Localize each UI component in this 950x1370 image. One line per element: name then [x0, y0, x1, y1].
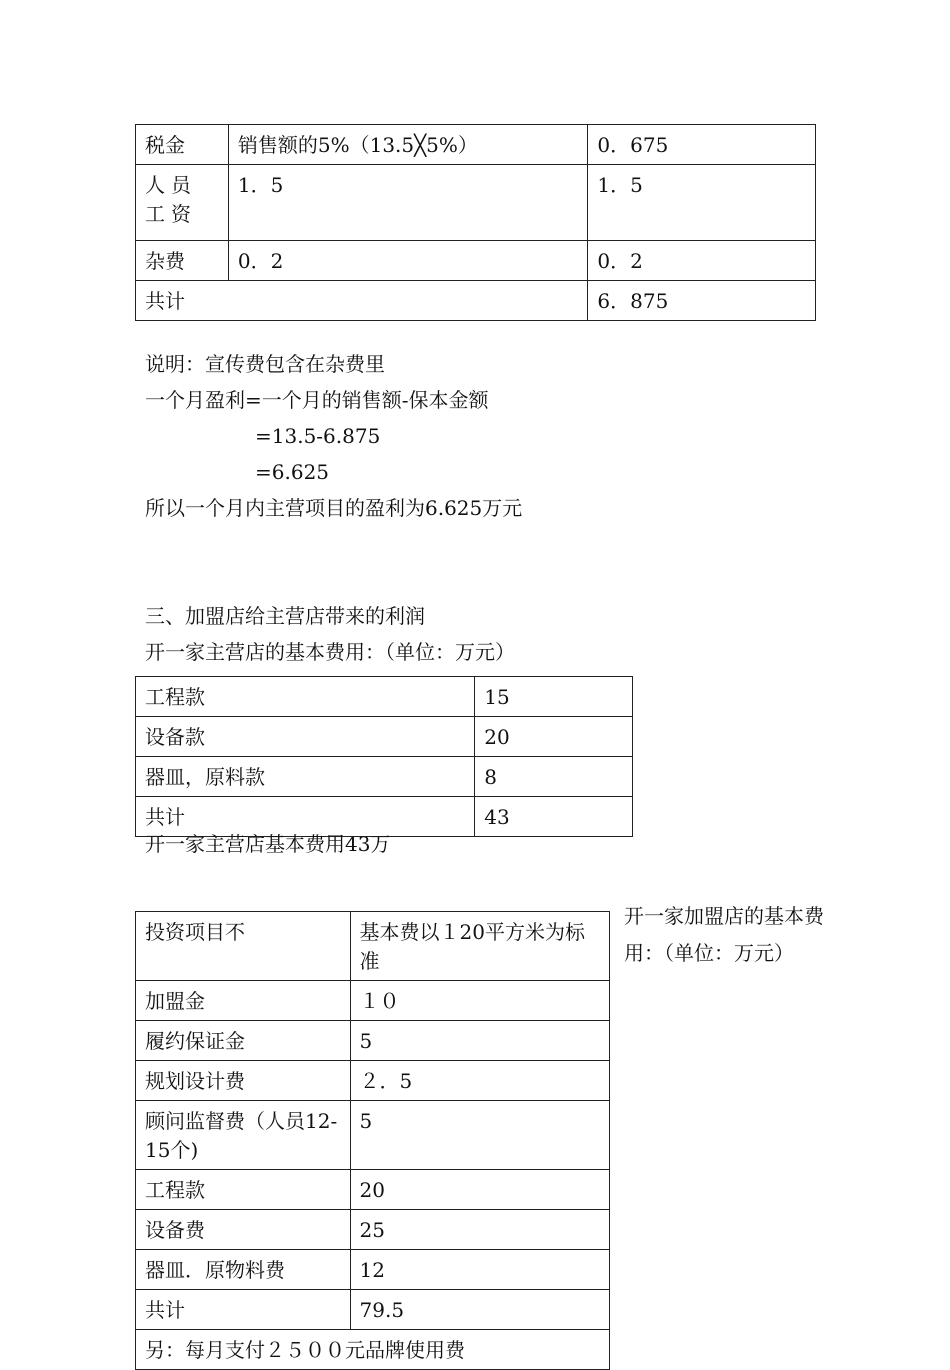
table-cell: 加盟金 — [136, 981, 351, 1021]
table-cell: 基本费以１20平方米为标准 — [350, 912, 609, 981]
table-cell: 79.5 — [350, 1290, 609, 1330]
table-cell: 履约保证金 — [136, 1021, 351, 1061]
formula-line: =6.625 — [255, 460, 330, 484]
table-cell: 杂费 — [136, 241, 229, 281]
table-cell: ２．5 — [350, 1061, 609, 1101]
table-cell: 销售额的5%（13.5╳5%） — [228, 125, 588, 165]
table-row — [136, 125, 816, 165]
table-cell: 人员工资 — [136, 165, 229, 241]
table-footer-row — [136, 1330, 610, 1370]
table-cell: 器皿，原料款 — [136, 757, 475, 797]
note-line: 一个月盈利=一个月的销售额-保本金额 — [145, 388, 489, 412]
table-cell: 设备费 — [136, 1210, 351, 1250]
formula-line: =13.5-6.875 — [255, 424, 381, 448]
table-row — [136, 677, 633, 717]
table-row — [136, 981, 610, 1021]
table-row — [136, 1210, 610, 1250]
section-subheading: 开一家主营店的基本费用：（单位：万元） — [145, 640, 515, 664]
table-cell: 共计 — [136, 1290, 351, 1330]
table-row — [136, 757, 633, 797]
table-cell: 20 — [350, 1170, 609, 1210]
table-row — [136, 717, 633, 757]
table-cell: 12 — [350, 1250, 609, 1290]
table-row — [136, 1021, 610, 1061]
table-cell: 1．5 — [228, 165, 588, 241]
table-cell: 15 — [475, 677, 633, 717]
table-cell: 税金 — [136, 125, 229, 165]
table-header-row — [136, 912, 610, 981]
table-row — [136, 1290, 610, 1330]
table-cell: 6．875 — [588, 281, 816, 321]
note-line: 说明：宣传费包含在杂费里 — [145, 352, 385, 376]
table-row — [136, 241, 816, 281]
table-cell: 0．2 — [588, 241, 816, 281]
table-cell: 5 — [350, 1101, 609, 1170]
table-row — [136, 1170, 610, 1210]
table-cell: 器皿．原物料费 — [136, 1250, 351, 1290]
table-cell: 共计 — [136, 281, 588, 321]
table-cell: 规划设计费 — [136, 1061, 351, 1101]
table-row — [136, 1250, 610, 1290]
side-note: 开一家加盟店的基本费用：（单位：万元） — [624, 904, 824, 965]
table-cell: 43 — [475, 797, 633, 837]
main-store-cost-table — [135, 676, 633, 837]
section-heading: 三、加盟店给主营店带来的利润 — [145, 604, 425, 628]
table-cell: 工程款 — [136, 677, 475, 717]
table-cell: 顾问监督费（人员12-15个) — [136, 1101, 351, 1170]
table-cell: 0．2 — [228, 241, 588, 281]
table-cell: 0．675 — [588, 125, 816, 165]
table-footer-cell: 另：每月支付２５００元品牌使用费 — [136, 1330, 610, 1370]
table-row — [136, 1101, 610, 1170]
table-cell: １０ — [350, 981, 609, 1021]
table-cell: 8 — [475, 757, 633, 797]
franchise-cost-table — [135, 911, 610, 1370]
expense-table — [135, 124, 816, 321]
table-cell: 工程款 — [136, 1170, 351, 1210]
table-cell: 25 — [350, 1210, 609, 1250]
table-cell: 设备款 — [136, 717, 475, 757]
note-line: 所以一个月内主营项目的盈利为6.625万元 — [145, 496, 523, 520]
table-cell: 20 — [475, 717, 633, 757]
table-cell: 5 — [350, 1021, 609, 1061]
table-cell: 1．5 — [588, 165, 816, 241]
table-row — [136, 1061, 610, 1101]
table-total-row — [136, 281, 816, 321]
table-cell: 投资项目不 — [136, 912, 351, 981]
table-cell: 共计 — [136, 797, 475, 837]
table-row — [136, 165, 816, 241]
note-line: 开一家主营店基本费用43万 — [145, 832, 391, 856]
